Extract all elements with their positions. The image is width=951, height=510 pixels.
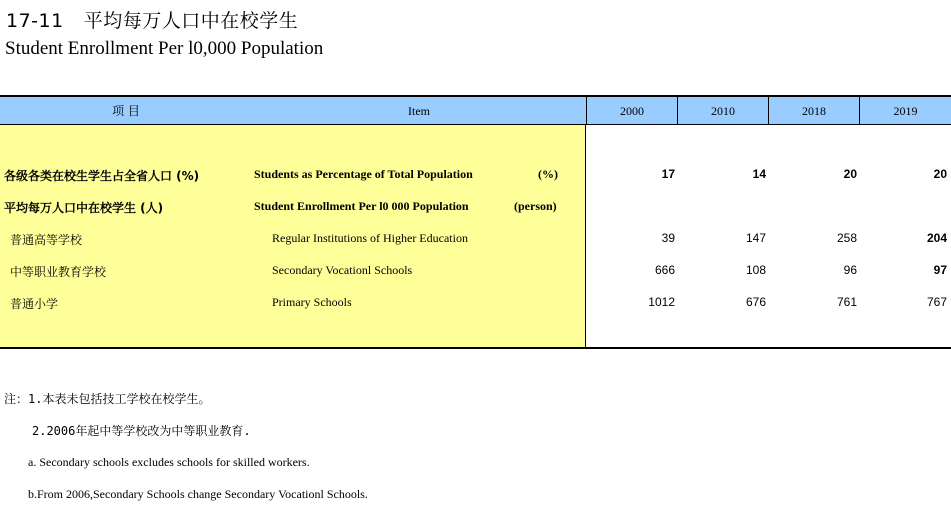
cell-2018: 258	[836, 231, 857, 245]
header-item-cn: 项 目	[112, 104, 140, 118]
row-label-cn: 平均每万人口中在校学生 (人)	[4, 201, 164, 215]
header-year-2019: 2019	[893, 104, 918, 118]
header-year-2010: 2010	[711, 104, 735, 118]
cell-2010: 147	[745, 231, 766, 245]
title-cn-text: 平均每万人口中在校学生	[83, 10, 299, 32]
row-label-en: Student Enrollment Per l0 000 Population	[254, 199, 469, 213]
cell-2010: 676	[745, 295, 766, 309]
cell-2000: 666	[654, 263, 675, 277]
table-row	[0, 195, 951, 219]
footnote-en-2: b.From 2006,Secondary Schools change Secondary Vocationl Schools.	[28, 487, 368, 501]
cell-2019: 20	[933, 167, 947, 181]
cell-2000: 39	[661, 231, 675, 245]
page-title-cn	[6, 6, 298, 33]
row-label-en: Students as Percentage of Total Population	[254, 167, 473, 181]
cell-2019: 204	[926, 231, 947, 245]
table-number: 17-11	[6, 10, 64, 32]
page-title-en: Student Enrollment Per l0,000 Population	[5, 38, 324, 59]
footnote-en-1: a. Secondary schools excludes schools for skilled workers.	[28, 455, 310, 469]
cell-2000: 17	[661, 167, 675, 181]
table-header	[0, 95, 951, 125]
table-row	[0, 227, 951, 251]
row-label-cn: 普通小学	[10, 297, 59, 311]
cell-2019: 97	[933, 263, 947, 277]
row-unit: (person)	[514, 199, 557, 213]
table-body	[0, 125, 951, 349]
table-row	[0, 291, 951, 315]
cell-2018: 96	[843, 263, 857, 277]
cell-2000: 1012	[648, 295, 675, 309]
footnote-cn-2: 2.2006年起中等学校改为中等职业教育.	[32, 424, 251, 438]
header-year-2000: 2000	[620, 104, 644, 118]
table-row	[0, 259, 951, 283]
cell-2018: 20	[843, 167, 857, 181]
row-label-cn: 各级各类在校生学生占全省人口 (%)	[4, 169, 200, 183]
row-label-cn: 中等职业教育学校	[10, 265, 107, 279]
header-item-en: Item	[408, 104, 430, 118]
cell-2010: 108	[745, 263, 766, 277]
footnote-cn-1: 注：1.本表未包括技工学校在校学生。	[4, 392, 211, 406]
cell-2019: 767	[926, 295, 947, 309]
row-label-en: Regular Institutions of Higher Education	[272, 231, 468, 245]
row-label-en: Secondary Vocationl Schools	[272, 263, 413, 277]
cell-2010: 14	[752, 167, 766, 181]
row-label-en: Primary Schools	[272, 295, 352, 309]
cell-2018: 761	[836, 295, 857, 309]
row-unit: (%)	[538, 167, 558, 181]
row-label-cn: 普通高等学校	[10, 233, 83, 247]
table-row	[0, 163, 951, 187]
header-year-2018: 2018	[802, 104, 826, 118]
